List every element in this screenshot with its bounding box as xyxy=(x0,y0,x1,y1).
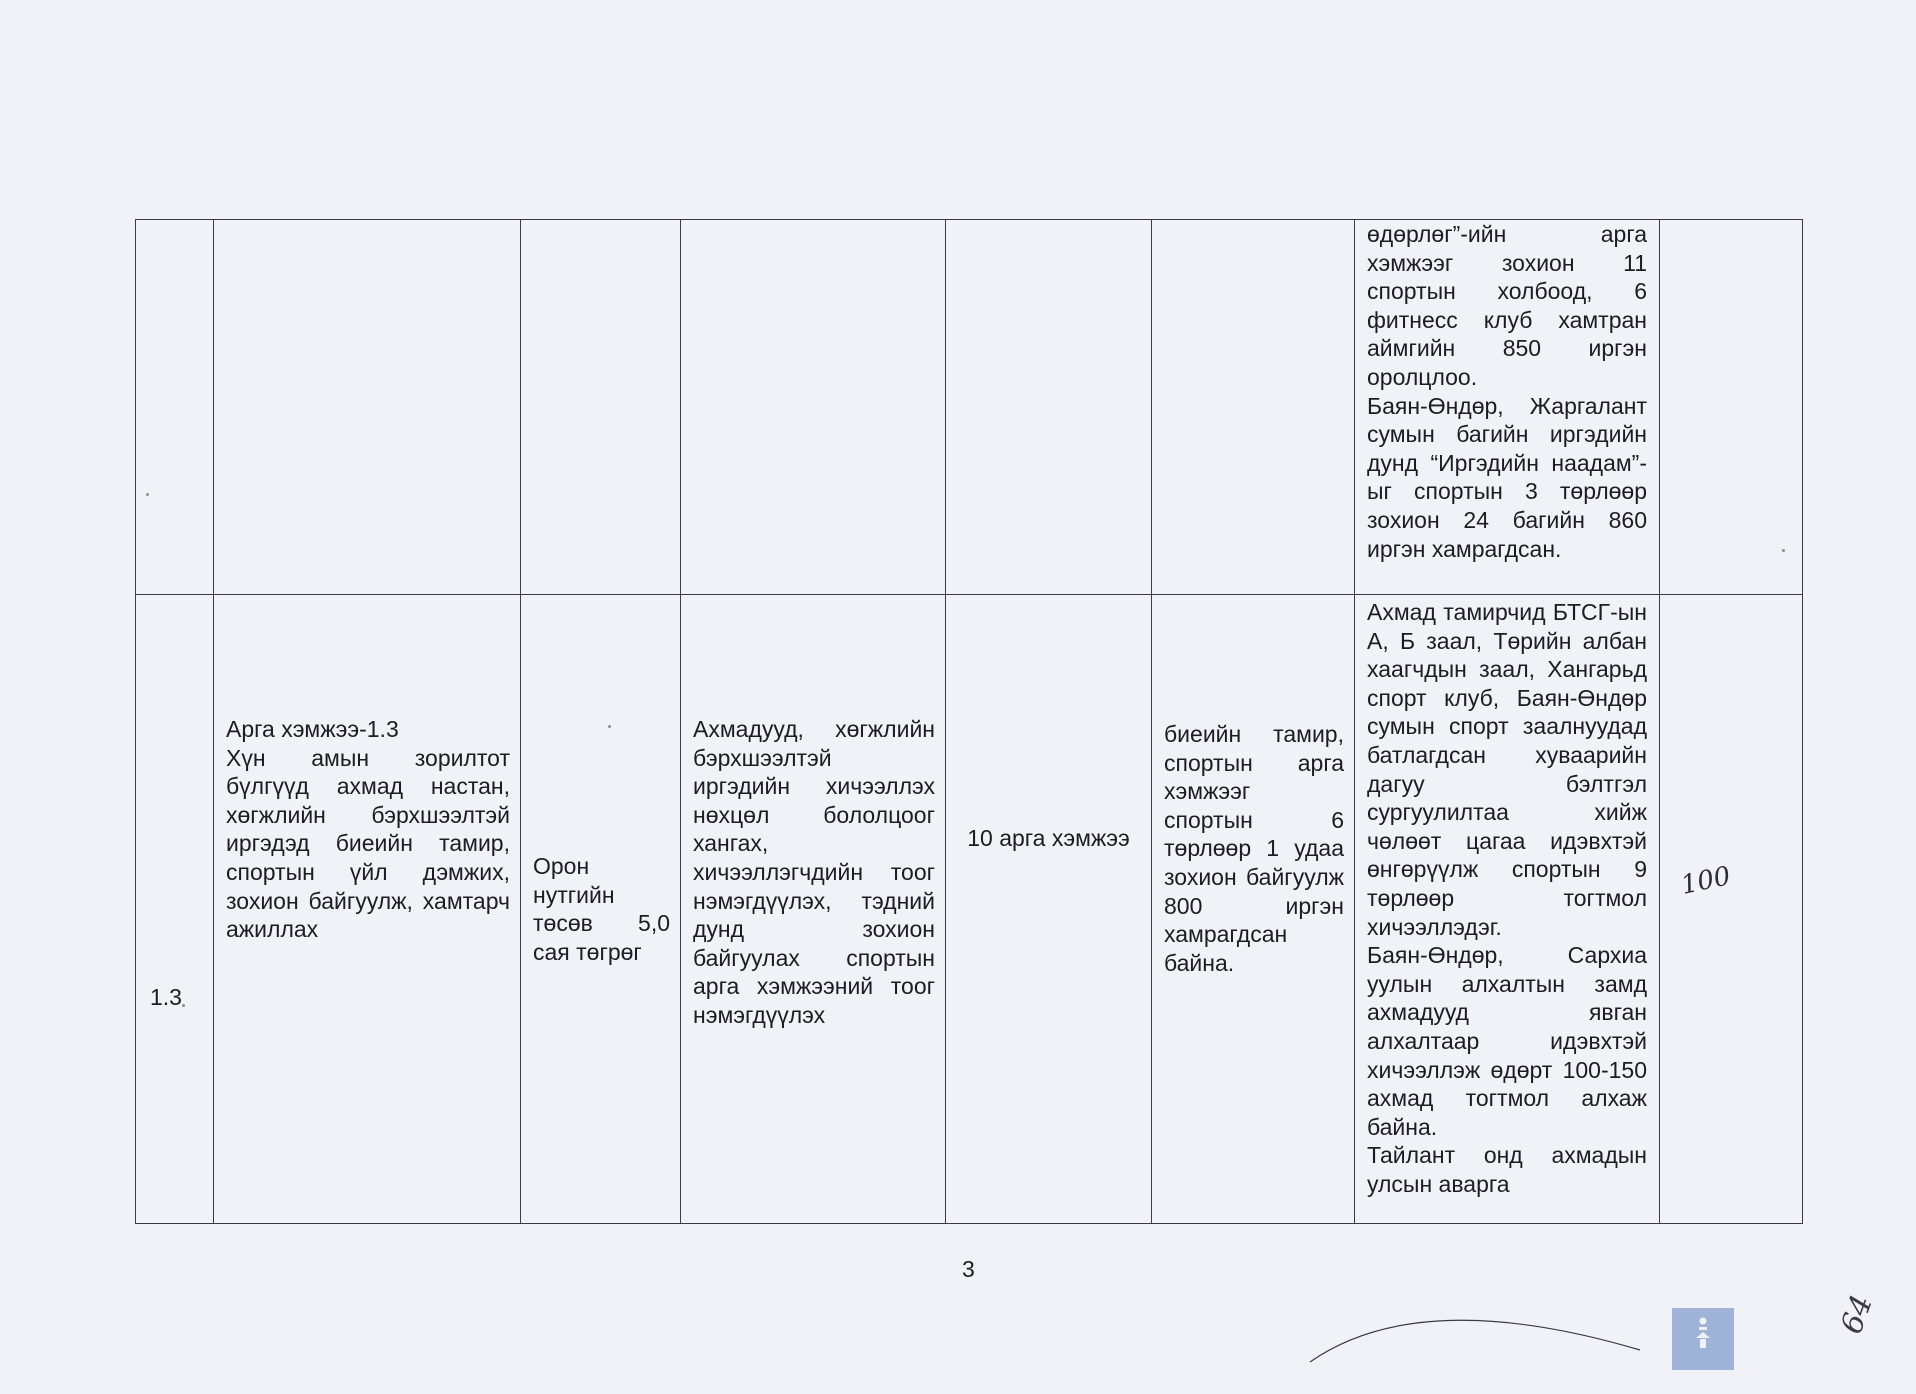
outcome-text: Ахмадууд, хөгжлийн бэрхшээлтэй иргэдийн хичээллэх нөхцөл бололцоог хангах, хичээллэгчдийн тоог нэмэгдүүлэх, тэдний дунд зохион байгуулах спортын арга хэмжээний тоог нэмэгдүүлэх xyxy=(693,716,935,1028)
cell-result xyxy=(1152,220,1355,595)
table-row xyxy=(136,595,1803,1224)
target-text: 10 арга хэмжээ xyxy=(967,825,1130,851)
activity-description: Хүн амын зорилтот бүлгүүд ахмад настан, хөгжлийн бэрхшээлтэй иргэдэд биеийн тамир, спортын үйл дэмжих, зохион байгуулж, хамтарч ажиллах xyxy=(226,744,510,943)
cell-implementation xyxy=(1355,220,1660,595)
cell-implementation xyxy=(1355,595,1660,1224)
funding-text: Орон нутгийн төсөв 5,0 сая төгрөг xyxy=(533,853,670,965)
row-number: 1.3 xyxy=(150,984,182,1010)
scan-speck xyxy=(608,725,611,728)
implementation-paragraph: Ахмад тамирчид БТСГ-ын А, Б заал, Төрийн албан хаагчдын заал, Хангарьд спорт клуб, Баян-Өндөр сумын спорт заалнуудад батлагдсан хуваарийн дагуу бэлтгэл сургуулилтаа хийж чөлөөт цагаа идэвхтэй өнгөрүүлж спортын 9 төрлөөр тогтмол хичээллэдэг. xyxy=(1367,599,1647,940)
table-row xyxy=(136,220,1803,595)
implementation-paragraph: Баян-Өндөр, Сархиа уулын алхалтын замд ахмадууд явган алхалтаар идэвхтэй хичээллэж өдөрт 100-150 ахмад тогтмол алхаж байна. xyxy=(1367,942,1647,1140)
cell-target xyxy=(946,220,1152,595)
implementation-paragraph: Тайлант онд ахмадын улсын аварга xyxy=(1367,1142,1647,1197)
emblem-seal-icon xyxy=(1672,1308,1734,1370)
cell-score xyxy=(1660,595,1803,1224)
page-number: 3 xyxy=(962,1256,975,1282)
scan-speck xyxy=(182,1004,185,1007)
implementation-paragraph: Баян-Өндөр, Жаргалант сумын багийн иргэдийн дунд “Иргэдийн наадам”-ыг спортын 3 төрлөөр зохион 24 багийн 860 иргэн хамрагдсан. xyxy=(1367,392,1647,562)
handwritten-page-mark: 64 xyxy=(1834,1290,1881,1339)
result-text: биеийн тамир, спортын арга хэмжээг спортын 6 төрлөөр 1 удаа зохион байгуулж 800 иргэн хамрагдсан байна. xyxy=(1164,721,1344,976)
pen-stroke-mark xyxy=(1300,1290,1660,1370)
cell-number xyxy=(136,220,214,595)
handwritten-score: 100 xyxy=(1678,861,1734,901)
implementation-paragraph: өдөрлөг”-ийн арга хэмжээг зохион 11 спортын холбоод, 6 фитнесс клуб хамтран аймгийн 850 иргэн оролцлоо. xyxy=(1367,221,1647,390)
cell-funding xyxy=(521,595,681,1224)
cell-number xyxy=(136,595,214,1224)
cell-score xyxy=(1660,220,1803,595)
report-table xyxy=(135,219,1803,1224)
cell-activity xyxy=(214,595,521,1224)
activity-heading: Арга хэмжээ-1.3 xyxy=(226,716,399,742)
cell-funding xyxy=(521,220,681,595)
cell-target xyxy=(946,595,1152,1224)
scan-speck xyxy=(146,493,149,496)
cell-outcome xyxy=(681,595,946,1224)
scan-speck xyxy=(1782,549,1785,552)
cell-result xyxy=(1152,595,1355,1224)
cell-outcome xyxy=(681,220,946,595)
cell-activity xyxy=(214,220,521,595)
